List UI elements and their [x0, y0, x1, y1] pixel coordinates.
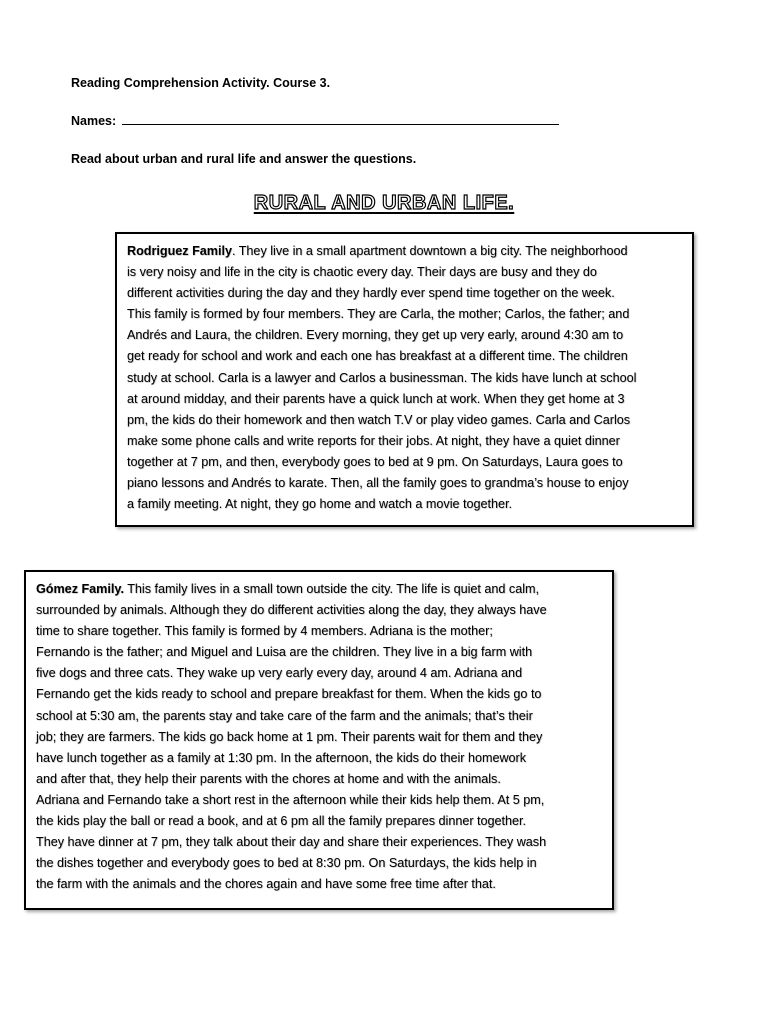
text-line	[36, 579, 603, 600]
rodriguez-paragraph	[127, 241, 683, 515]
text-line: the dishes together and everybody goes to bed at 8:30 pm. On Saturdays, the kids help in	[36, 856, 537, 871]
gomez-paragraph	[36, 579, 603, 895]
text-line-segment: This family lives in a small town outside the city. The life is quiet and calm,	[123, 582, 540, 596]
text-line: time to share together. This family is formed by 4 members. Adriana is the mother;	[36, 624, 493, 639]
text-line: Fernando get the kids ready to school and prepare breakfast for them. When the kids go to	[36, 687, 542, 702]
text-line: They have dinner at 7 pm, they talk about their day and share their experiences. They wash	[36, 835, 547, 850]
text-line: make some phone calls and write reports for their jobs. At night, they have a quiet dinner	[127, 433, 620, 448]
gomez-family-box	[24, 570, 614, 910]
text-line	[127, 241, 683, 262]
text-line: five dogs and three cats. They wake up very early every day, around 4 am. Adriana and	[36, 666, 523, 681]
text-line: different activities during the day and they hardly ever spend time together on the week.	[127, 286, 615, 301]
text-line: a family meeting. At night, they go home and watch a movie together.	[127, 497, 513, 512]
page-title: RURAL AND URBAN LIFE.	[253, 192, 515, 214]
text-line: This family is formed by four members. They are Carla, the mother; Carlos, the father; and	[127, 307, 630, 322]
text-line: get ready for school and work and each one has breakfast at a different time. The children	[127, 349, 628, 364]
activity-title: Reading Comprehension Activity. Course 3.	[71, 76, 331, 90]
text-line: Andrés and Laura, the children. Every morning, they get up very early, around 4:30 am to	[127, 328, 624, 343]
text-line: study at school. Carla is a lawyer and Carlos a businessman. The kids have lunch at school	[127, 370, 637, 385]
names-line	[71, 114, 559, 128]
text-line: and after that, they help their parents with the chores at home and with the animals.	[36, 771, 501, 786]
text-line: pm, the kids do their homework and then watch T.V or play video games. Carla and Carlos	[127, 412, 631, 427]
family-name-gomez: Gómez Family.	[36, 582, 124, 596]
text-line: have lunch together as a family at 1:30 pm. In the afternoon, the kids do their homework	[36, 750, 527, 765]
instruction-text: Read about urban and rural life and answer the questions.	[71, 152, 417, 166]
text-line: at around midday, and their parents have a quick lunch at work. When they get home at 3	[127, 391, 625, 406]
text-line: piano lessons and Andrés to karate. Then, all the family goes to grandma’s house to enjoy	[127, 476, 629, 491]
text-line: is very noisy and life in the city is chaotic every day. Their days are busy and they do	[127, 265, 597, 280]
text-line: job; they are farmers. The kids go back home at 1 pm. Their parents wait for them and they	[36, 729, 543, 744]
text-line: the kids play the ball or read a book, and at 6 pm all the family prepares dinner together.	[36, 814, 527, 829]
text-line: Adriana and Fernando take a short rest in the afternoon while their kids help them. At 5 pm,	[36, 792, 545, 807]
text-line: school at 5:30 am, the parents stay and take care of the farm and the animals; that’s their	[36, 708, 533, 723]
names-blank	[122, 114, 559, 125]
text-line: the farm with the animals and the chores again and have some free time after that.	[36, 877, 496, 892]
text-line: surrounded by animals. Although they do different activities along the day, they always have	[36, 603, 547, 618]
names-label: Names:	[71, 114, 117, 128]
rodriguez-family-box	[115, 232, 694, 527]
text-line: together at 7 pm, and then, everybody goes to bed at 9 pm. On Saturdays, Laura goes to	[127, 454, 623, 469]
family-name-rodriguez: Rodriguez Family	[127, 244, 232, 258]
text-line: Fernando is the father; and Miguel and Luisa are the children. They live in a big farm with	[36, 645, 533, 660]
text-line-segment: . They live in a small apartment downtown a big city. The neighborhood	[231, 244, 628, 258]
